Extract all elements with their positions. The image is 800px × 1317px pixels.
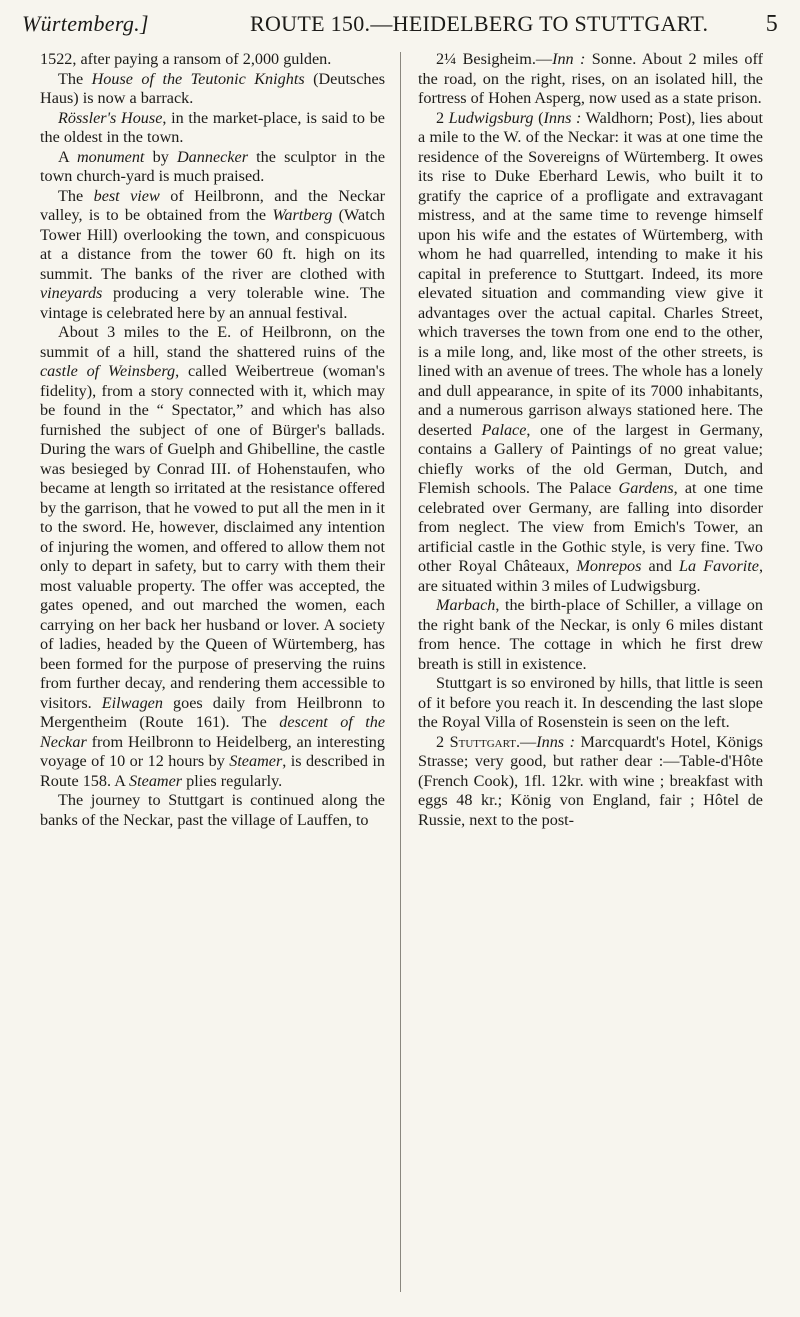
paragraph [418, 109, 763, 597]
text-run: The [58, 69, 92, 88]
text-run: .— [515, 732, 537, 751]
text-run: A [58, 147, 77, 166]
text-run: Sonne. About 2 miles off the road, on the right, rises, on an isolated hill, the fortress of Hohen Asperg, now used as a state prison. [418, 50, 763, 107]
text-run: ( [533, 108, 544, 127]
paragraph [40, 70, 385, 109]
paragraph [40, 148, 385, 187]
italic-text: Ludwigsburg [448, 108, 534, 127]
text-run: Waldhorn; Post), lies about a mile to the W. of the Neckar: it was at one time the residence of the Sovereigns of Würtemberg. It owes its rise to Duke Eberhard Lewis, who built it to gratify the caprice of a profligate and extravagant mistress, and at the same time to revenge himself upon his wife and the estates of Würtemberg, with whom he had quarrelled, intending to make it his capital in preference to Stuttgart. Indeed, its more elevated situation and commanding view give it advantages over the actual capital. Charles Street, which traverses the town from one end to the other, is a mile long, and, like most of the other streets, is lined with an avenue of trees. The whole has a lonely and dull appearance, in spite of its 7000 inhabitants, and a numerous garrison always stationed here. The deserted [418, 108, 764, 439]
page-number: 5 [765, 10, 778, 37]
italic-text: Rössler's House [58, 108, 163, 127]
italic-text: Gardens [618, 479, 674, 497]
text-run: , one of the largest in Germany, contains a Gallery of Paintings of no great value; chiefly works of the old German, Dutch, and Flemish schools. The Palace [418, 420, 763, 497]
italic-text: Inns : [536, 732, 575, 751]
paragraph [418, 674, 763, 733]
paragraph [418, 733, 763, 831]
italic-text: monument [76, 147, 145, 166]
text-run: The journey to Stuttgart is continued along the banks of the Neckar, past the village of Lauffen, to [40, 791, 385, 829]
paragraph [418, 596, 763, 674]
paragraph [40, 50, 385, 70]
paragraph [40, 791, 385, 830]
text-run: , are situated within 3 miles of Ludwigsburg. [418, 557, 764, 595]
text-run: of Heilbronn, and the Neckar valley, is to be obtained from the [40, 186, 386, 224]
text-run: the sculptor in the town church-yard is much praised. [40, 147, 386, 185]
italic-text: Steamer [129, 771, 183, 790]
text-run: 2 [436, 108, 449, 127]
left-column [40, 50, 385, 830]
italic-text: Marbach [436, 596, 496, 614]
italic-text: La Favorite [679, 557, 759, 575]
text-run: , called Weibertreue (woman's fidelity), from a story connected with it, which may be found in the “ Spectator,” and which has also furnished the subject of one of Bürger's ballads. During the wars of Guelph and Ghibelline, the castle was besieged by Conrad III. of Hohenstaufen, who became at length so irritated at the resistance offered by the garrison, that he vowed to put all the men in it to the sword. He, however, disclaimed any intention of injuring the women, and offered to allow them not only to depart in safety, but to carry with them their most valuable property. The offer was accepted, the gates opened, and out marched the women, each carrying on her back her husband or lover. A society of ladies, headed by the Queen of Würtemberg, has been formed for the purpose of preserving the ruins from further decay, and rendering them accessible to visitors. [40, 362, 385, 712]
text-run: 2 [436, 732, 450, 751]
italic-text: descent of the Neckar [40, 713, 385, 751]
text-run: Stuttgart [449, 732, 516, 751]
italic-text: Steamer [229, 752, 283, 770]
text-run: goes daily from Heilbronn to Mergentheim (Route 161). The [40, 693, 386, 731]
text-run: (Deutsches Haus) is now a barrack. [40, 69, 385, 107]
italic-text: Dannecker [176, 147, 248, 166]
text-run: , the birth-place of Schiller, a village on the right bank of the Neckar, is only 6 miles distant from hence. The cottage in which he first drew breath is still in existence. [418, 596, 763, 673]
text-run: The [58, 186, 94, 205]
italic-text: Inn : [552, 50, 586, 68]
running-header [22, 4, 778, 44]
text-run: Marcquardt's Hotel, Königs Strasse; very good, but rather dear :—Table-d'Hôte (French Cook), 1fl. 12kr. with wine ; breakfast with eggs 48 kr.; König von England, fair ; Hôtel de Russie, next to the post- [418, 732, 763, 829]
text-run: plies regularly. [182, 771, 283, 790]
text-run: 2¼ Besigheim.— [436, 50, 553, 68]
paragraph [418, 50, 763, 109]
text-run: , is described in Route 158. A [40, 752, 385, 790]
text-run: by [144, 147, 177, 166]
italic-text: Inns : [543, 108, 582, 127]
text-run: , at one time celebrated over Germany, are falling into disorder from neglect. The view from Emich's Tower, an artificial castle in the Gothic style, is very fine. Two other Royal Châteaux, [418, 479, 764, 575]
italic-text: vineyards [40, 284, 103, 302]
italic-text: Eilwagen [101, 693, 163, 712]
text-run: Stuttgart is so environed by hills, that little is seen of it before you reach it. In descending the last slope the Royal Villa of Rosenstein is seen on the left. [418, 674, 763, 731]
italic-text: Monrepos [576, 557, 642, 575]
italic-text: castle of Weinsberg [40, 362, 176, 380]
italic-text: Wartberg [272, 206, 333, 224]
text-run: producing a very tolerable wine. The vintage is celebrated here by an annual festival. [40, 284, 385, 322]
text-run: and [641, 557, 680, 575]
column-divider [400, 52, 401, 1292]
header-region: Würtemberg.] [22, 11, 149, 36]
italic-text: House of the Teutonic Knights [91, 69, 305, 88]
paragraph [40, 323, 385, 791]
paragraph [40, 187, 385, 324]
paragraph [40, 109, 385, 148]
text-run: (Watch Tower Hill) overlooking the town, and conspicuous at a distance from the tower 60 ft. high on its summit. The banks of the river are clothed with [40, 206, 385, 283]
italic-text: best view [93, 186, 160, 205]
text-run: 1522, after paying a ransom of 2,000 gulden. [40, 50, 332, 68]
header-route-title: ROUTE 150.—HEIDELBERG TO STUTTGART. [250, 11, 709, 36]
right-column [418, 50, 763, 830]
text-run: , in the market-place, is said to be the oldest in the town. [40, 108, 385, 146]
text-run: About 3 miles to the E. of Heilbronn, on the summit of a hill, stand the shattered ruins of the [40, 323, 385, 361]
italic-text: Palace [481, 420, 527, 439]
text-run: from Heilbronn to Heidelberg, an interesting voyage of 10 or 12 hours by [40, 732, 385, 770]
